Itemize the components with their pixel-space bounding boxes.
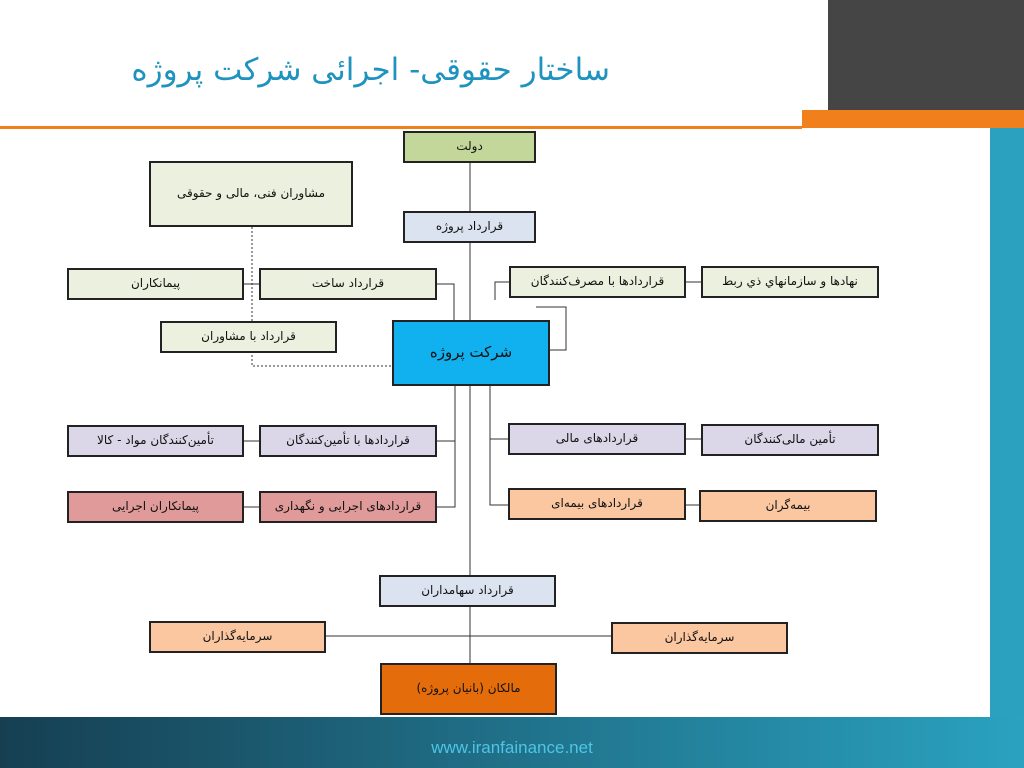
advisors-box: مشاوران فنی، مالی و حقوقی — [149, 161, 353, 227]
owners-box: مالکان (بانیان پروژه) — [380, 663, 557, 715]
material-suppliers-box: تأمین‌کنندگان مواد - کالا — [67, 425, 244, 457]
related-bodies-box: نهادها و سازمانهاي ذي ربط — [701, 266, 879, 298]
investors-left-box: سرمایه‌گذاران — [149, 621, 326, 653]
project-contract-box: قرارداد پروژه — [403, 211, 536, 243]
government-box: دولت — [403, 131, 536, 163]
advisors-contract-box: قرارداد با مشاوران — [160, 321, 337, 353]
project-company-box: شرکت پروژه — [392, 320, 550, 386]
slide-title: ساختار حقوقی- اجرائی شرکت پروژه — [131, 52, 610, 88]
financial-contracts-box: قراردادهای مالی — [508, 423, 686, 455]
insurance-contracts-box: قراردادهای بیمه‌ای — [508, 488, 686, 520]
insurers-box: بیمه‌گران — [699, 490, 877, 522]
builders-box: پیمانکاران — [67, 268, 244, 300]
build-contract-box: قرارداد ساخت — [259, 268, 437, 300]
consumer-contracts-box: قراردادها با مصرف‌کنندگان — [509, 266, 686, 298]
financiers-box: تأمین مالی‌کنندگان — [701, 424, 879, 456]
footer-url: www.iranfainance.net — [431, 738, 593, 757]
executive-contractors-box: پیمانکاران اجرایی — [67, 491, 244, 523]
investors-right-box: سرمایه‌گذاران — [611, 622, 788, 654]
shareholders-contract-box: قرارداد سهامداران — [379, 575, 556, 607]
om-contracts-box: قراردادهای اجرایی و نگهداری — [259, 491, 437, 523]
supplier-contracts-box: قراردادها با تأمین‌کنندگان — [259, 425, 437, 457]
